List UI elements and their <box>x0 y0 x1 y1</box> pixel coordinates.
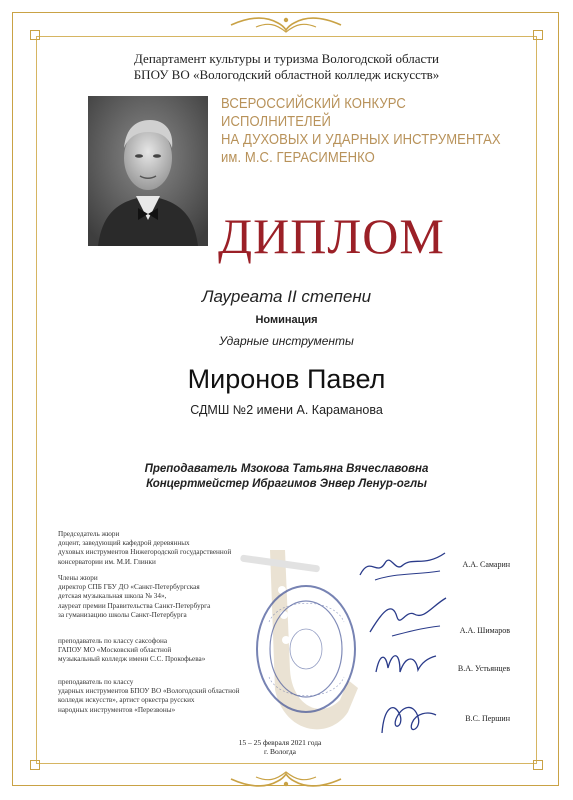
signature-member-2 <box>370 642 440 682</box>
footer-dates: 15 – 25 февраля 2021 года <box>238 738 322 747</box>
bottom-ornament <box>226 768 346 790</box>
jury-member-1-desc-3: лауреат премии Правительства Санкт-Петербурга <box>58 601 211 610</box>
contest-title-line-3: НА ДУХОВЫХ И УДАРНЫХ ИНСТРУМЕНТАХ <box>221 132 501 148</box>
top-ornament <box>226 14 346 36</box>
jury-chairman-name: А.А. Самарин <box>462 560 510 569</box>
portrait-photo <box>88 96 208 246</box>
jury-member-1-desc-1: директор СПБ ГБУ ДО «Санкт-Петербургская <box>58 583 200 592</box>
corner-ornament-bottom-left <box>30 760 40 770</box>
nomination-label: Номинация <box>255 314 318 326</box>
jury-member-1-desc-2: детская музыкальная школа № 34», <box>58 592 167 601</box>
jury-member-2-name: В.А. Устьянцев <box>457 664 510 673</box>
jury-member-3-name: В.С. Першин <box>465 714 510 723</box>
jury-member-2-desc-1: преподаватель по классу саксофона <box>58 637 168 645</box>
jury-member-3-desc-3: колледж искусств», артист оркестра русских <box>58 696 195 705</box>
jury-member-2-desc-2: ГАПОУ МО «Московский областной <box>58 646 172 655</box>
jury-member-2-desc-3: музыкальный колледж имени С.С. Прокофьева» <box>58 655 206 664</box>
jury-chairman-title: Председатель жюри <box>58 530 120 538</box>
corner-ornament-top-left <box>30 30 40 40</box>
jury-member-1-name: А.А. Шимаров <box>459 626 510 635</box>
jury-member-3-block <box>58 678 358 715</box>
jury-member-1-desc-4: за гуманизацию школы Санкт-Петербурга <box>58 610 187 619</box>
contest-title-line-1: ВСЕРОССИЙСКИЙ КОНКУРС <box>221 96 406 112</box>
laureate-name: Миронов Павел <box>187 364 386 394</box>
contest-title-line-4: им. М.С. ГЕРАСИМЕНКО <box>221 150 375 166</box>
jury-chairman-desc-2: духовых инструментов Нижегородской государственной <box>58 548 232 557</box>
footer-city: г. Вологда <box>264 747 296 756</box>
diploma-title: ДИПЛОМ <box>218 208 445 264</box>
jury-members-title: Члены жюри <box>58 574 98 582</box>
jury-member-1-block <box>58 574 358 620</box>
laureate-degree: Лауреата II степени <box>201 287 372 306</box>
jury-chairman-desc-3: консерватории им. М.И. Глинки <box>58 557 156 566</box>
jury-member-3-desc-1: преподаватель по классу <box>58 678 134 686</box>
teacher-line: Преподаватель Мзокова Татьяна Вячеславовна <box>144 463 429 475</box>
jury-member-3-desc-2: ударных инструментов БПОУ ВО «Вологодский областной <box>58 687 240 696</box>
corner-ornament-top-right <box>533 30 543 40</box>
contest-title-line-2: ИСПОЛНИТЕЛЕЙ <box>221 114 331 130</box>
accompanist-line: Концертмейстер Ибрагимов Энвер Ленур-оглы <box>146 478 427 490</box>
jury-chairman-block <box>58 530 358 567</box>
nomination-value: Ударные инструменты <box>219 334 354 348</box>
jury-chairman-desc-1: доцент, заведующий кафедрой деревянных <box>58 539 190 548</box>
header-line-2: БПОУ ВО «Вологодский областной колледж искусств» <box>133 67 440 82</box>
school-name: СДМШ №2 имени А. Караманова <box>190 403 383 417</box>
jury-member-2-block <box>58 637 358 665</box>
jury-member-3-desc-4: народных инструментов «Перезвоны» <box>58 705 176 714</box>
header-line-1: Департамент культуры и туризма Вологодской области <box>134 51 439 66</box>
corner-ornament-bottom-right <box>533 760 543 770</box>
